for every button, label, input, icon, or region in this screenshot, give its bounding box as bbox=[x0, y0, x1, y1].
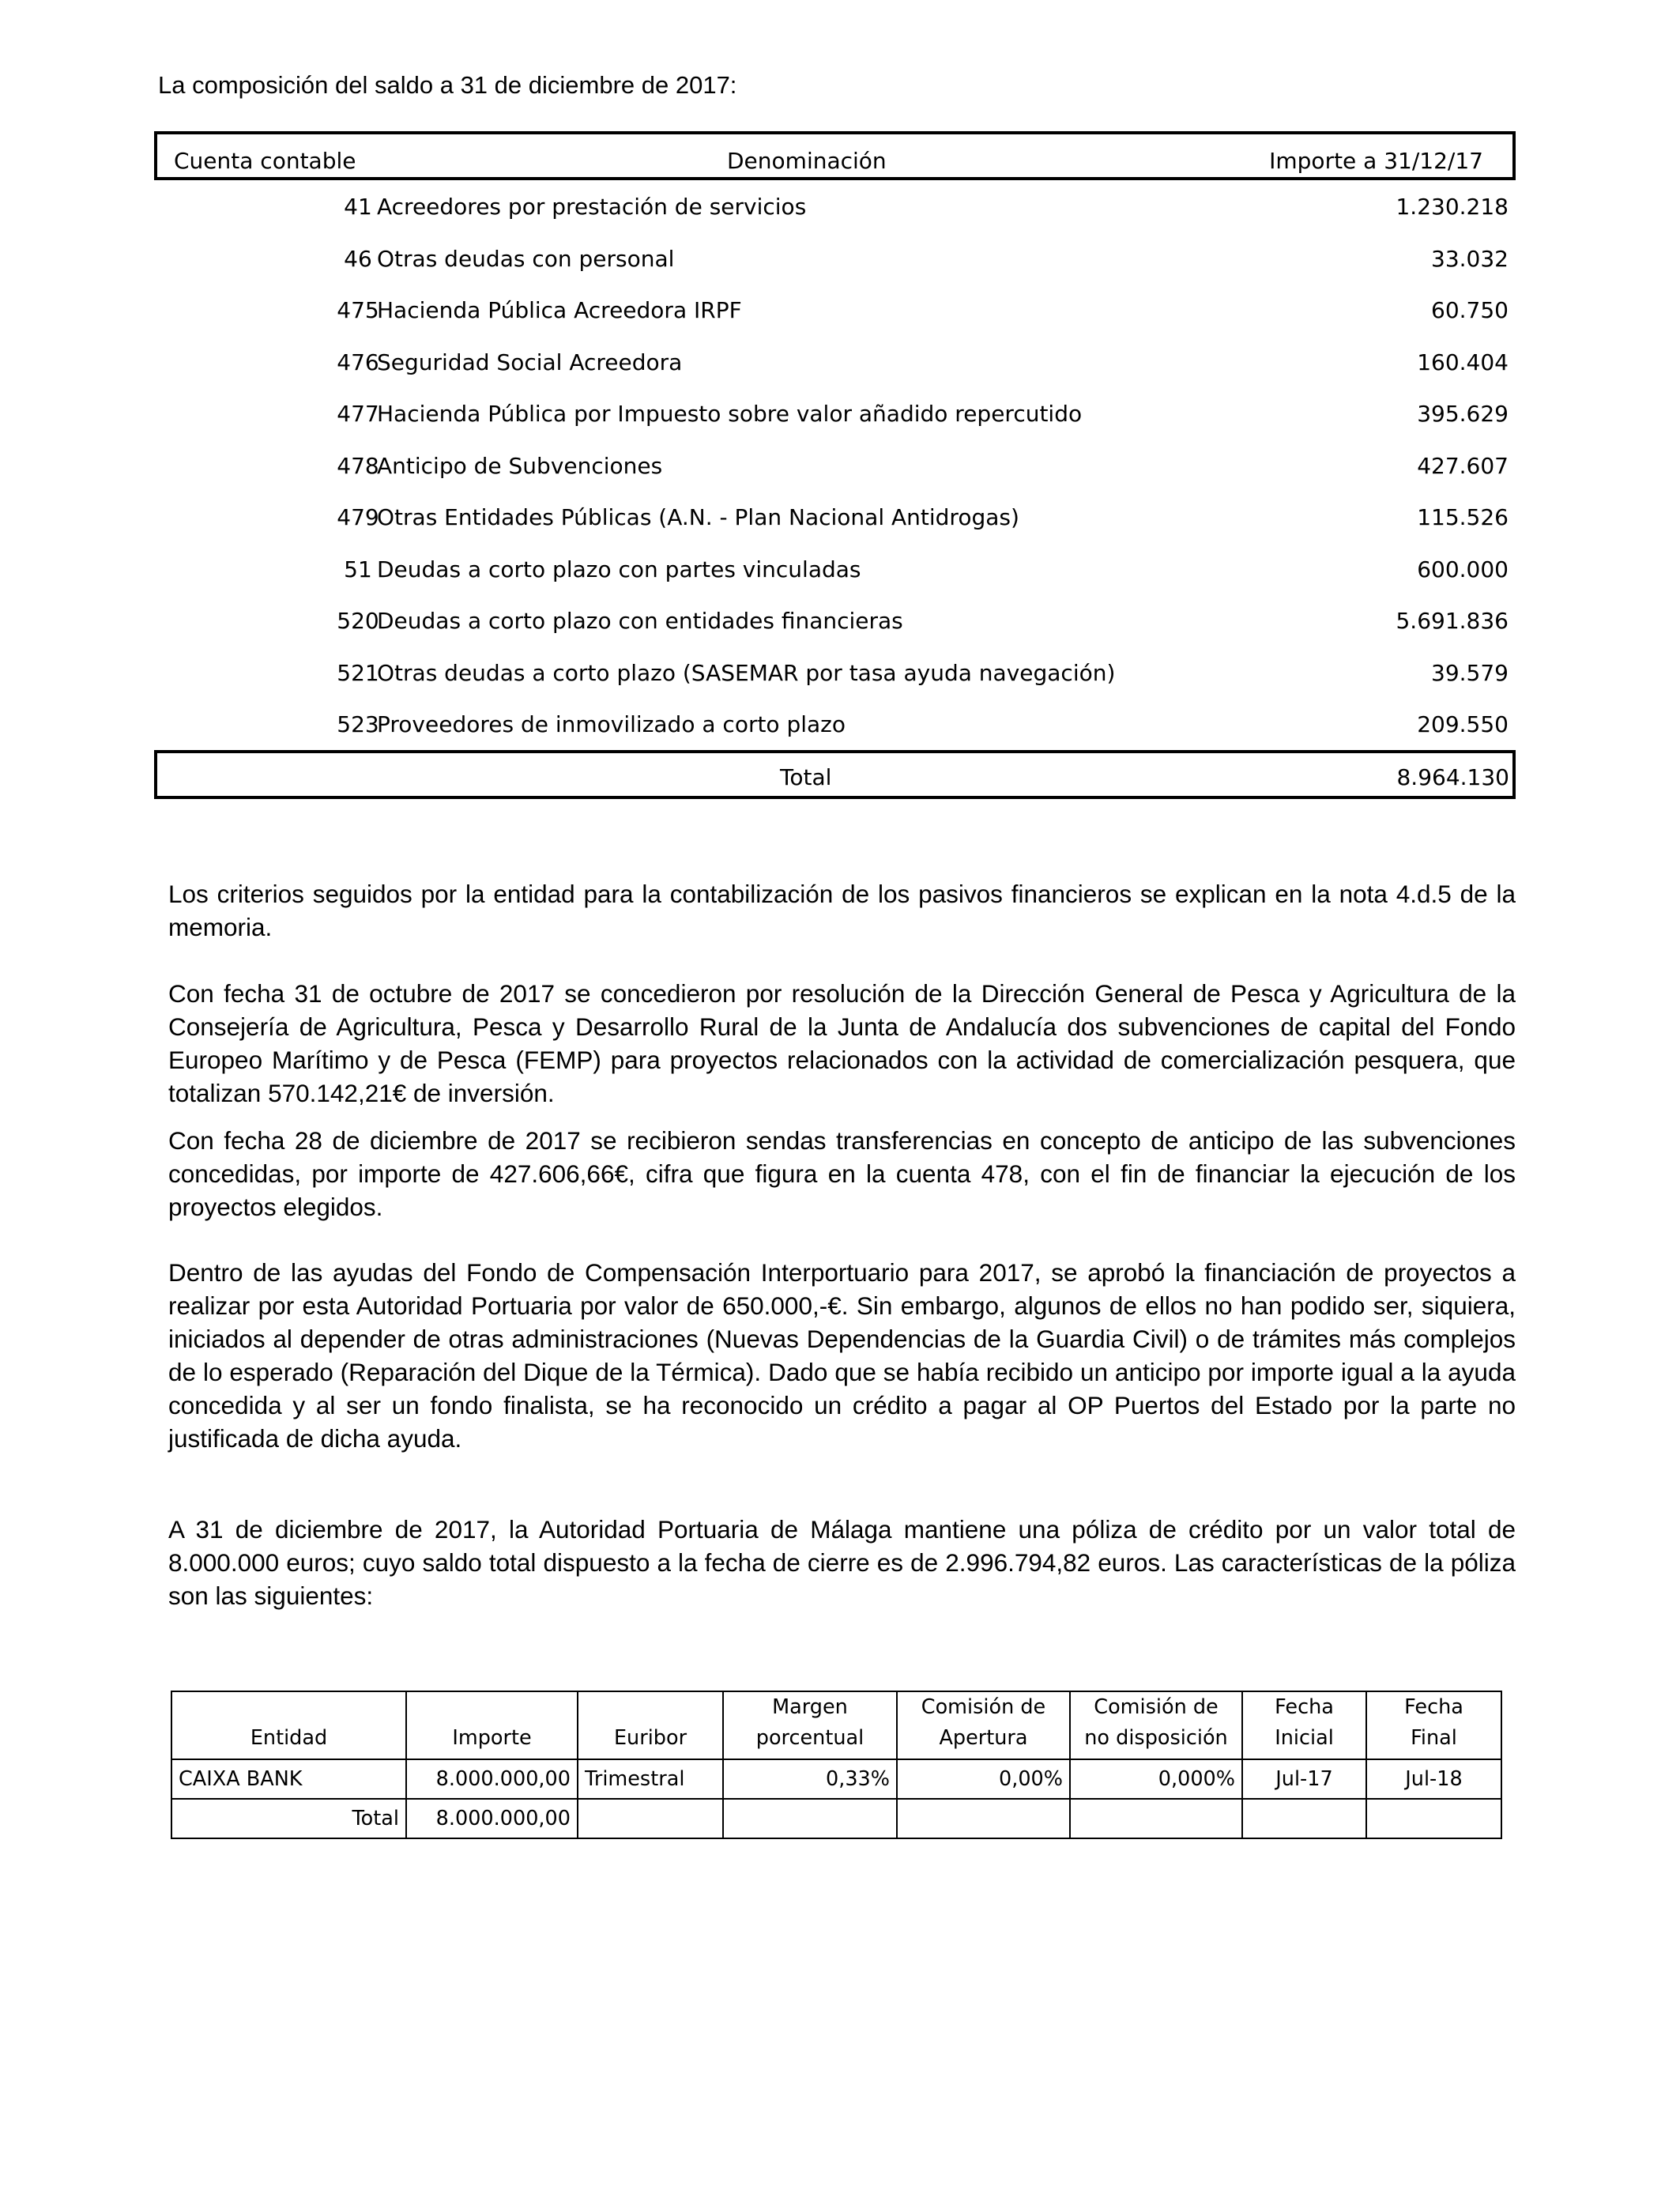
saldo-row bbox=[154, 698, 1516, 750]
poliza-header-comision-apertura: Comisión de Apertura bbox=[897, 1691, 1070, 1759]
poliza-total-label: Total bbox=[171, 1799, 406, 1838]
saldo-row bbox=[154, 543, 1516, 595]
saldo-importe: 427.607 bbox=[1417, 452, 1509, 479]
saldo-denominacion: Otras Entidades Públicas (A.N. - Plan Nacional Antidrogas) bbox=[377, 504, 1019, 530]
saldo-importe: 600.000 bbox=[1417, 556, 1509, 582]
poliza-fecha-final: Jul-18 bbox=[1366, 1759, 1501, 1799]
saldo-row bbox=[154, 594, 1516, 647]
saldo-denominacion: Otras deudas con personal bbox=[377, 245, 675, 272]
paragraph-criterios: Los criterios seguidos por la entidad para la contabilización de los pasivos financieros se explican en la nota 4.d.5 de la memoria. bbox=[168, 880, 1516, 941]
section-heading: La composición del saldo a 31 de diciembre de 2017: bbox=[158, 71, 737, 99]
poliza-margen: 0,33% bbox=[723, 1759, 897, 1799]
saldo-cuenta: 476 bbox=[337, 349, 379, 375]
poliza-header-comision-no-disposicion: Comisión de no disposición bbox=[1070, 1691, 1242, 1759]
saldo-cuenta: 478 bbox=[337, 452, 379, 479]
saldo-denominacion: Deudas a corto plazo con entidades financieras bbox=[377, 608, 903, 634]
total-value: 8.964.130 bbox=[1396, 763, 1509, 790]
saldo-denominacion: Acreedores por prestación de servicios bbox=[377, 194, 807, 220]
poliza-total-importe: 8.000.000,00 bbox=[406, 1799, 578, 1838]
poliza-header-entidad: Entidad bbox=[171, 1691, 406, 1759]
header-denominacion: Denominación bbox=[727, 148, 887, 174]
saldo-denominacion: Proveedores de inmovilizado a corto plazo bbox=[377, 711, 846, 737]
poliza-fecha-inicial: Jul-17 bbox=[1242, 1759, 1366, 1799]
poliza-header-importe: Importe bbox=[406, 1691, 578, 1759]
saldo-importe: 115.526 bbox=[1417, 504, 1509, 530]
poliza-comision-apertura: 0,00% bbox=[897, 1759, 1070, 1799]
saldo-denominacion: Deudas a corto plazo con partes vinculadas bbox=[377, 556, 861, 582]
saldo-importe: 209.550 bbox=[1417, 711, 1509, 737]
poliza-header-fecha-inicial: Fecha Inicial bbox=[1242, 1691, 1366, 1759]
saldo-row bbox=[154, 180, 1516, 232]
saldo-cuenta: 46 bbox=[344, 245, 372, 272]
saldo-row bbox=[154, 647, 1516, 699]
poliza-comision-no-disposicion: 0,000% bbox=[1070, 1759, 1242, 1799]
saldo-cuenta: 51 bbox=[344, 556, 372, 582]
saldo-row bbox=[154, 439, 1516, 492]
saldo-cuenta: 521 bbox=[337, 659, 379, 686]
saldo-cuenta: 475 bbox=[337, 297, 379, 323]
poliza-header-euribor: Euribor bbox=[578, 1691, 723, 1759]
poliza-total-row bbox=[171, 1799, 1501, 1838]
saldo-importe: 5.691.836 bbox=[1396, 608, 1509, 634]
saldo-importe: 60.750 bbox=[1431, 297, 1509, 323]
poliza-header-margen: Margen porcentual bbox=[723, 1691, 897, 1759]
poliza-header-fecha-final: Fecha Final bbox=[1366, 1691, 1501, 1759]
saldo-importe: 1.230.218 bbox=[1396, 194, 1509, 220]
saldo-denominacion: Anticipo de Subvenciones bbox=[377, 452, 663, 479]
saldo-denominacion: Hacienda Pública Acreedora IRPF bbox=[377, 297, 742, 323]
total-label: Total bbox=[780, 763, 832, 790]
saldo-importe: 395.629 bbox=[1417, 401, 1509, 427]
saldo-importe: 160.404 bbox=[1417, 349, 1509, 375]
saldo-row bbox=[154, 387, 1516, 439]
paragraph-fondo-compensacion: Dentro de las ayudas del Fondo de Compensación Interportuario para 2017, se aprobó la financiación de proyectos a realizar por esta Autoridad Portuaria por valor de 650.000,-€. Sin embargo, algunos de ellos no han podido ser, siquiera, iniciados al depender de otras administraciones (Nuevas Dependencias de la Guardia Civil) o de trámites más complejos de lo esperado (Reparación del Dique de la Térmica). Dado que se había recibido un anticipo por importe igual a la ayuda concedida y al ser un fondo finalista, se ha reconocido un crédito a pagar al OP Puertos del Estado por la parte no justificada de dicha ayuda. bbox=[168, 1258, 1516, 1453]
saldo-denominacion: Otras deudas a corto plazo (SASEMAR por tasa ayuda navegación) bbox=[377, 659, 1116, 686]
paragraph-poliza: A 31 de diciembre de 2017, la Autoridad Portuaria de Málaga mantiene una póliza de crédito por un valor total de 8.000.000 euros; cuyo saldo total dispuesto a la fecha de cierre es de 2.996.794,82 euros. Las características de la póliza son las siguientes: bbox=[168, 1515, 1516, 1610]
poliza-entidad: CAIXA BANK bbox=[171, 1759, 406, 1799]
poliza-euribor: Trimestral bbox=[578, 1759, 723, 1799]
saldo-cuenta: 477 bbox=[337, 401, 379, 427]
poliza-header-row bbox=[171, 1691, 1501, 1759]
saldo-importe: 33.032 bbox=[1431, 245, 1509, 272]
saldo-total-row bbox=[154, 750, 1516, 799]
saldo-cuenta: 523 bbox=[337, 711, 379, 737]
saldo-cuenta: 520 bbox=[337, 608, 379, 634]
saldo-denominacion: Seguridad Social Acreedora bbox=[377, 349, 683, 375]
saldo-row bbox=[154, 284, 1516, 336]
saldo-table-header bbox=[154, 131, 1516, 180]
header-importe: Importe a 31/12/17 bbox=[1269, 148, 1483, 174]
saldo-denominacion: Hacienda Pública por Impuesto sobre valor añadido repercutido bbox=[377, 401, 1083, 427]
saldo-importe: 39.579 bbox=[1431, 659, 1509, 686]
poliza-data-row bbox=[171, 1759, 1501, 1799]
saldo-row bbox=[154, 232, 1516, 285]
paragraph-anticipo: Con fecha 28 de diciembre de 2017 se recibieron sendas transferencias en concepto de anticipo de las subvenciones concedidas, por importe de 427.606,66€, cifra que figura en la cuenta 478, con el fin de financiar la ejecución de los proyectos elegidos. bbox=[168, 1126, 1516, 1221]
saldo-row bbox=[154, 491, 1516, 543]
saldo-cuenta: 41 bbox=[344, 194, 372, 220]
poliza-table bbox=[171, 1691, 1502, 1839]
saldo-cuenta: 479 bbox=[337, 504, 379, 530]
header-cuenta: Cuenta contable bbox=[174, 148, 356, 174]
saldo-table bbox=[154, 131, 1516, 799]
paragraph-subvenciones: Con fecha 31 de octubre de 2017 se concedieron por resolución de la Dirección General de Pesca y Agricultura de la Consejería de Agricultura, Pesca y Desarrollo Rural de la Junta de Andalucía dos subvenciones de capital del Fondo Europeo Marítimo y de Pesca (FEMP) para proyectos relacionados con la actividad de comercialización pesquera, que totalizan 570.142,21€ de inversión. bbox=[168, 979, 1516, 1107]
saldo-row bbox=[154, 336, 1516, 388]
poliza-importe: 8.000.000,00 bbox=[406, 1759, 578, 1799]
